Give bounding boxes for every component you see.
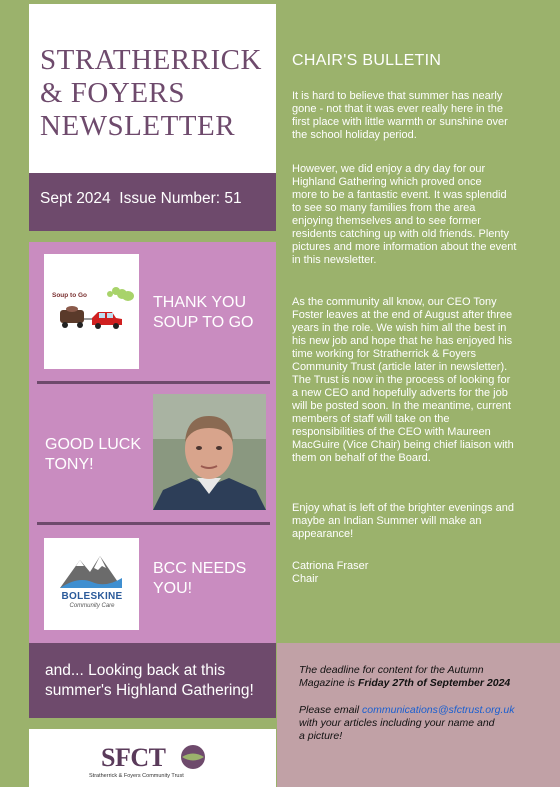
sfct-logo-panel [29, 729, 276, 787]
text-line: years in the role. We wish him all the best in [292, 322, 507, 334]
boleskine-logo-sub: Community Care [69, 603, 115, 609]
soup-to-go-image [44, 254, 139, 369]
heading-line: GOOD LUCK [45, 436, 142, 453]
text-line: maybe an Indian Summer will make an [292, 515, 482, 527]
text-line: them on behalf of the Board. [292, 452, 431, 464]
title-line: STRATHERRICK [40, 44, 262, 76]
bulletin-paragraph [292, 296, 537, 465]
text-line: to see so many families from the area [292, 202, 476, 214]
text-line: appearance! [292, 528, 354, 540]
text-line: As the community all know, our CEO Tony [292, 296, 497, 308]
text-line: Community Trust (article later in newsletter). [292, 361, 508, 373]
boleskine-logo [44, 538, 139, 630]
text-line: a new CEO and hopefully adverts for the job [292, 387, 508, 399]
email-prefix: Please email [299, 704, 363, 716]
title-line: & FOYERS [40, 77, 186, 109]
bulletin-paragraph [292, 163, 537, 267]
deadline-notice [299, 664, 539, 690]
text-line: However, we did enjoy a dry day for our [292, 163, 486, 175]
text-line: Highland Gathering which proved once [292, 176, 482, 188]
bulletin-paragraph [292, 90, 537, 142]
heading-line: THANK YOU [153, 294, 247, 311]
text-line: Enjoy what is left of the brighter evenings and [292, 502, 514, 514]
boleskine-logo-name: BOLESKINE [61, 591, 123, 602]
text-line: It is hard to believe that summer has nearly [292, 90, 503, 102]
text-line: residents catching up with old friends. Plenty [292, 228, 510, 240]
email-link[interactable]: communications@sfctrust.org.uk [362, 704, 515, 716]
text-line: gone - not that it was ever really here in the [292, 103, 503, 115]
email-line: with your articles including your name and [299, 717, 495, 729]
text-line: The Trust is now in the process of looking for [292, 374, 511, 386]
divider [37, 522, 270, 525]
soup-heading [153, 293, 253, 333]
text-line: first place with little warmth or sunshine over [292, 116, 508, 128]
deadline-date: Friday 27th of September 2024 [357, 677, 511, 689]
email-line: a picture! [299, 730, 343, 742]
text-line: more to be a fantastic event. It was splendid [292, 189, 507, 201]
newsletter-title [40, 44, 270, 143]
text-line: enjoying themselves and to see former [292, 215, 481, 227]
soup-image-caption: Soup to Go [52, 292, 88, 299]
title-line: NEWSLETTER [40, 110, 236, 142]
text-line: in this newsletter. [292, 254, 377, 266]
bcc-heading [153, 559, 246, 599]
tony-portrait-photo [153, 394, 266, 510]
heading-line: TONY! [45, 456, 94, 473]
chairs-bulletin-heading: CHAIR'S BULLETIN [292, 52, 442, 69]
looking-back-text: and... Looking back at this summer's Highland Gathering! [45, 662, 254, 699]
email-notice [299, 704, 539, 743]
divider [37, 381, 270, 384]
portrait-illustration [153, 394, 266, 510]
sfct-globe-icon [180, 744, 206, 770]
deadline-line [299, 677, 539, 690]
issue-number: Sept 2024 Issue Number: 51 [40, 190, 242, 207]
text-line: the school holiday period. [292, 129, 417, 141]
signature-name: Catriona Fraser [292, 560, 369, 572]
email-line [299, 704, 539, 717]
text-line: responsibilities of the CEO with Maureen [292, 426, 491, 438]
signature-role: Chair [292, 573, 319, 585]
bulletin-paragraph [292, 502, 537, 541]
text-line: pictures and more information about the event [292, 241, 517, 253]
deadline-line: The deadline for content for the Autumn [299, 664, 484, 676]
text-line: time working for Stratherrick & Foyers [292, 348, 476, 360]
text-line: members of staff will take on the [292, 413, 450, 425]
sfct-tagline: Stratherrick & Foyers Community Trust [89, 773, 184, 779]
signature [292, 560, 537, 586]
sfct-logo-text: SFCT [101, 743, 166, 772]
heading-line: YOU! [153, 580, 193, 597]
text-line: MacGuire (Vice Chair) being chief liaison with [292, 439, 514, 451]
text-line: will be posted soon. In the meantime, current [292, 400, 511, 412]
heading-line: SOUP TO GO [153, 314, 254, 331]
tony-heading [45, 435, 141, 475]
heading-line: BCC NEEDS [153, 560, 247, 577]
mountain-icon [58, 552, 124, 588]
text-line: Foster leaves at the end of August after three [292, 309, 513, 321]
soup-van-illustration [50, 284, 136, 340]
text-line: his new job and hope that he has enjoyed his [292, 335, 513, 347]
deadline-prefix: Magazine is [299, 677, 358, 689]
